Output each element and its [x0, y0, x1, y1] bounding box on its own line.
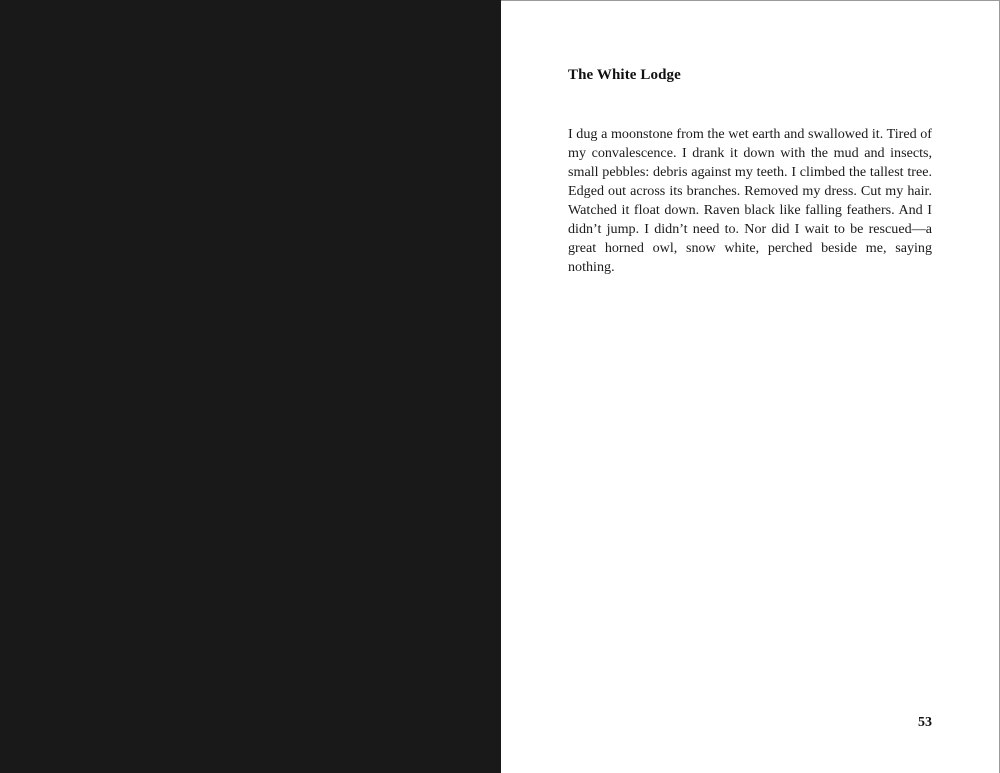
right-page	[501, 0, 1000, 773]
page-number: 53	[918, 715, 932, 730]
poem-body: I dug a moonstone from the wet earth and swallowed it. Tired of my convalescence. I drank it down with the mud and insects, small pebbles: debris against my teeth. I climbed the tallest tree. Edged out across its branches. Removed my dress. Cut my hair. Watched it float down. Raven black like falling feathers. And I didn’t jump. I didn’t need to. Nor did I wait to be rescued—a great horned owl, snow white, perched beside me, saying nothing.	[568, 126, 932, 275]
poem-title: The White Lodge	[568, 67, 681, 83]
